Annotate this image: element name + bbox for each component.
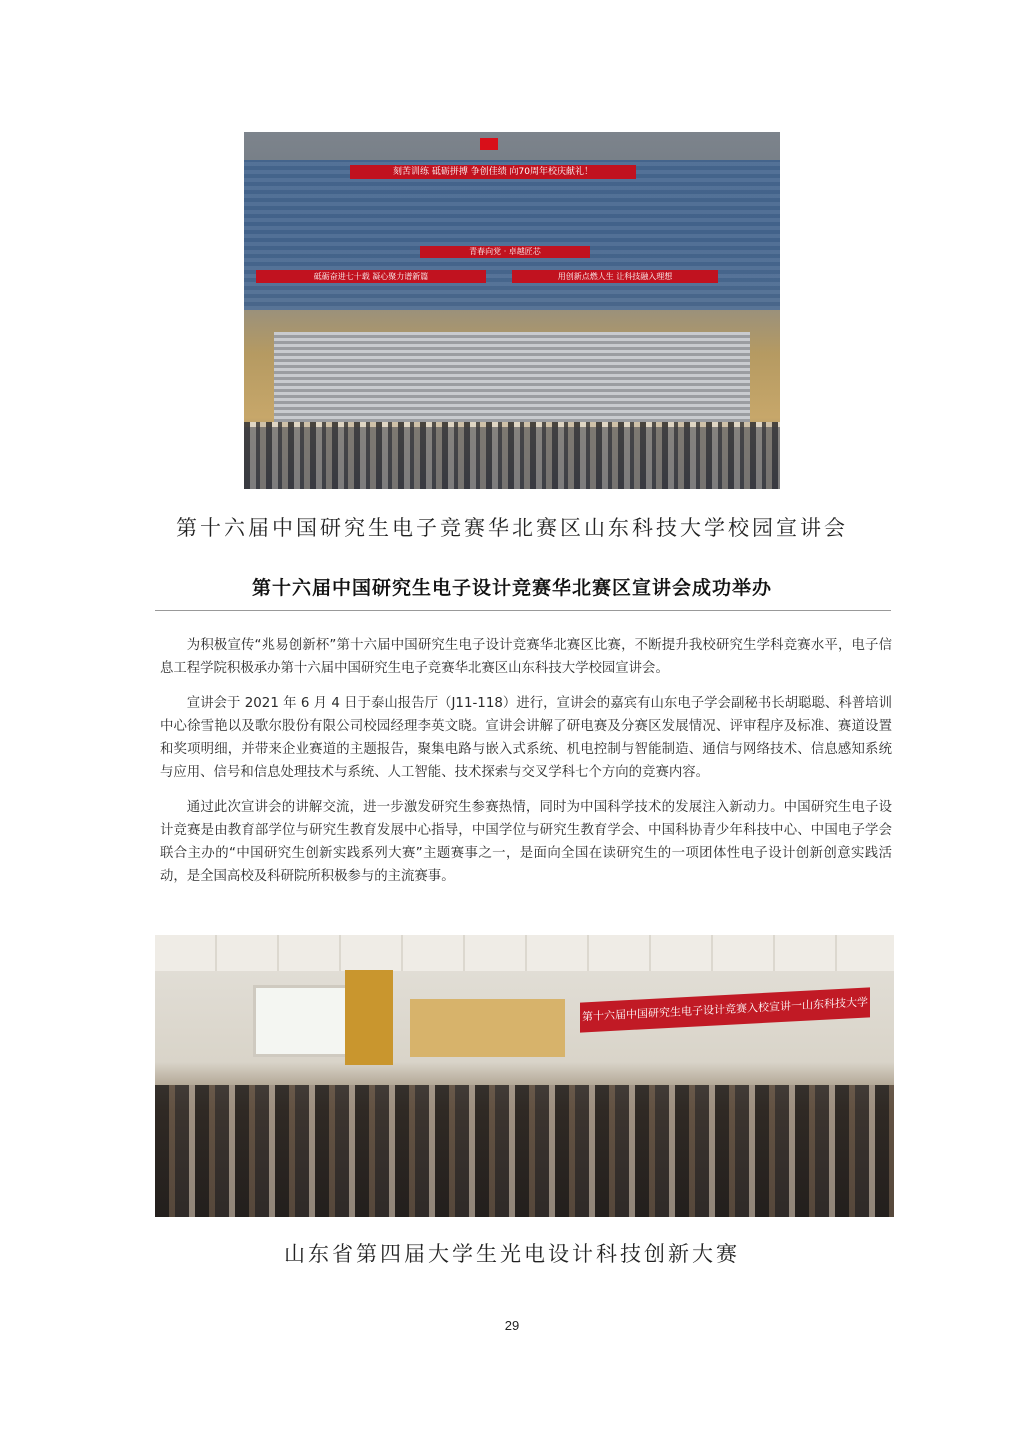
audience: [155, 1085, 894, 1217]
wood-panel: [345, 970, 393, 1065]
paragraph-3: 通过此次宣讲会的讲解交流，进一步激发研究生参赛热情，同时为中国科学技术的发展注入新动力。中国研究生电子设计竞赛是由教育部学位与研究生教育发展中心指导，中国学位与研究生教育学会、中国科协青少年科技中心、中国电子学会联合主办的“中国研究生创新实践系列大赛”主题赛事之一，是面向全国在读研究生的一项团体性电子设计创新创意实践活动，是全国高校及科研院所积极参与的主流赛事。: [160, 800, 892, 884]
projection-screen: [253, 985, 351, 1057]
photo-caption-1: 第十六届中国研究生电子竞赛华北赛区山东科技大学校园宣讲会: [176, 516, 848, 540]
photo-banner: 第十六届中国研究生电子设计竞赛入校宣讲一山东科技大学: [580, 987, 870, 1032]
photo-caption-2: 山东省第四届大学生光电设计科技创新大赛: [284, 1242, 740, 1266]
photo-banner-left: 砥砺奋进七十载 凝心聚力谱新篇: [256, 270, 486, 283]
wood-wall: [410, 999, 565, 1057]
lecture-hall-photo: [155, 935, 894, 1217]
paragraph-1: 为积极宣传“兆易创新杯”第十六届中国研究生电子设计竞赛华北赛区比赛，不断提升我校研究生学科竞赛水平，电子信息工程学院积极承办第十六届中国研究生电子竞赛华北赛区山东科技大学校园宣讲会。: [160, 638, 892, 676]
bleachers: [274, 332, 750, 422]
flag-icon: [480, 138, 498, 150]
stadium-seats: [244, 160, 780, 310]
paragraph-2: 宣讲会于 2021 年 6 月 4 日于泰山报告厅（J11-118）进行，宣讲会的嘉宾有山东电子学会副秘书长胡聪聪、科普培训中心徐雪艳以及歌尔股份有限公司校园经理李英文晓。宣讲会讲解了研电赛及分赛区发展情况、评审程序及标准、赛道设置和奖项明细，并带来企业赛道的主题报告，聚集电路与嵌入式系统、机电控制与智能制造、通信与网络技术、信息感知系统与应用、信号和信息处理技术与系统、人工智能、技术探索与交叉学科七个方向的竞赛内容。: [160, 696, 892, 780]
article-body: [160, 634, 892, 900]
photo-banner-middle: 青春向党 · 卓越匠芯: [420, 246, 590, 258]
ceiling: [155, 935, 894, 971]
headline-divider: [155, 610, 891, 611]
photo-banner-top: 刻苦训练 砥砺拼搏 争创佳绩 向70周年校庆献礼！: [350, 165, 636, 179]
photo-banner-right: 用创新点燃人生 让科技融入理想: [512, 270, 718, 283]
page-number: 29: [504, 1318, 520, 1333]
article-headline: 第十六届中国研究生电子设计竞赛华北赛区宣讲会成功举办: [251, 577, 772, 599]
floor-shadow: [244, 427, 780, 489]
gym-assembly-photo: [244, 132, 780, 489]
